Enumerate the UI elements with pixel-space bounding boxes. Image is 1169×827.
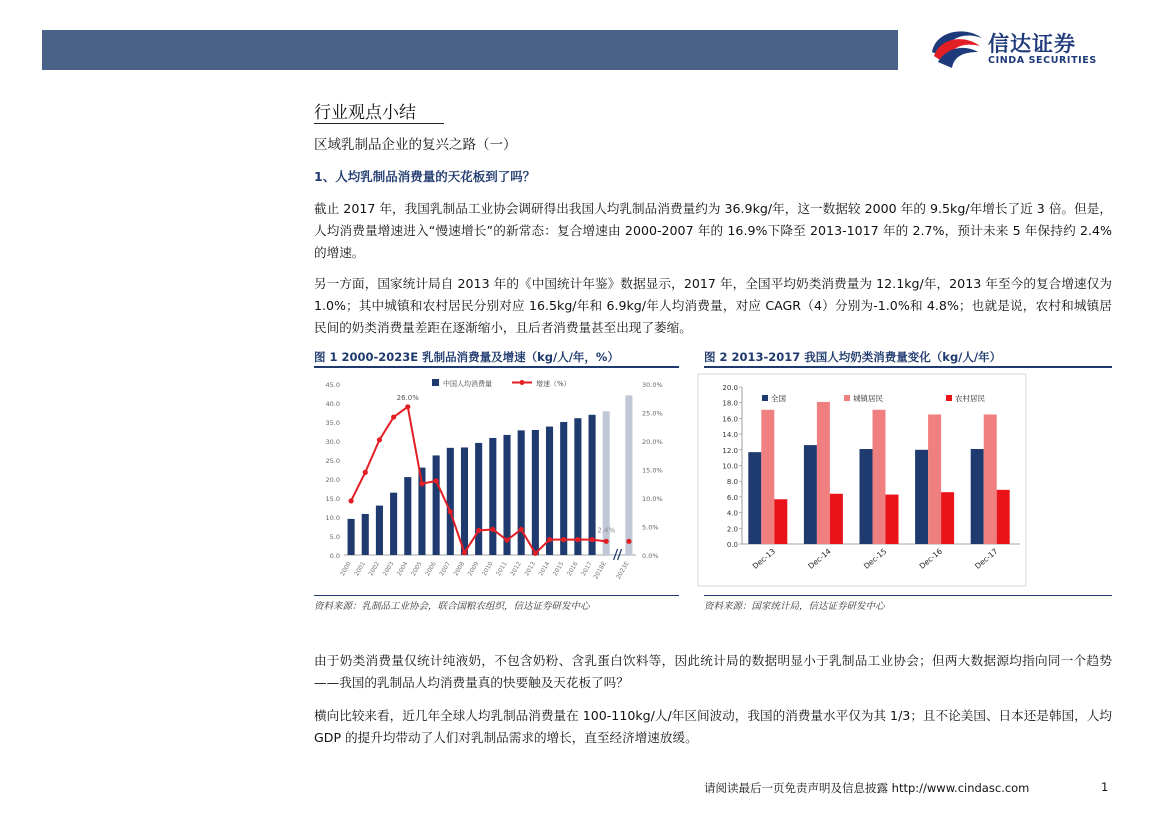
y-left-tick-label: 0.0 [329, 552, 340, 560]
bar-consumption [404, 477, 411, 555]
x-tick-label: 2017 [580, 560, 594, 578]
bar-consumption [348, 519, 355, 555]
x-tick-label: 2002 [367, 560, 382, 578]
y-left-tick-label: 30.0 [325, 438, 340, 446]
bar-consumption [362, 514, 369, 555]
x-tick-label: 2004 [395, 560, 410, 578]
logo-chinese-text: 信达证券 [988, 32, 1076, 56]
y-tick-label: 18.0 [722, 399, 738, 408]
figure-1-source: 资料来源：乳制品工业协会，联合国粮农组织，信达证券研发中心 [314, 601, 590, 612]
growth-point [533, 551, 538, 556]
bar-consumption [503, 435, 510, 555]
x-tick-label: 2006 [424, 560, 438, 578]
bar-consumption [475, 443, 482, 555]
bar-urban [928, 414, 941, 544]
growth-point [589, 537, 594, 542]
y-right-tick-label: 10.0% [642, 495, 663, 503]
x-tick-label: Dec-15 [861, 546, 889, 571]
section-title-underline [314, 123, 444, 124]
growth-point [519, 527, 524, 532]
bar-national [915, 450, 928, 544]
axis-break-mark [614, 549, 618, 560]
bar-national [804, 445, 817, 544]
figure-2-source: 资料来源：国家统计局，信达证券研发中心 [704, 601, 885, 612]
bar-consumption [433, 455, 440, 555]
bar-urban [873, 410, 886, 544]
peak-growth-annotation: 26.0% [396, 393, 419, 402]
growth-point [504, 538, 509, 543]
bar-rural [774, 499, 787, 544]
y-left-tick-label: 10.0 [325, 514, 340, 522]
growth-point [462, 550, 467, 555]
bar-rural [886, 495, 899, 544]
bar-urban [817, 402, 830, 544]
growth-point [419, 481, 424, 486]
x-tick-label: Dec-16 [917, 546, 944, 571]
y-left-tick-label: 35.0 [325, 419, 340, 427]
growth-point [363, 470, 368, 475]
x-tick-label: 2014 [537, 560, 552, 578]
x-tick-label: 2010 [480, 560, 495, 578]
bar-national [860, 449, 873, 544]
x-tick-label: 2013 [523, 560, 538, 578]
y-tick-label: 16.0 [722, 415, 738, 424]
legend-swatch-rural [946, 395, 952, 401]
header-bar [42, 30, 898, 70]
legend-marker-growth [520, 380, 525, 385]
bar-consumption [574, 418, 581, 555]
x-tick-label: 2000 [339, 560, 353, 578]
bar-rural [997, 490, 1010, 544]
legend-swatch-consumption [432, 379, 439, 386]
y-tick-label: 0.0 [726, 541, 738, 549]
growth-point [575, 537, 580, 542]
cinda-logo [926, 22, 1136, 78]
question-heading: 1、人均乳制品消费量的天花板到了吗？ [314, 169, 536, 184]
page-number: 1 [1101, 780, 1109, 794]
paragraph-1: 截止 2017 年，我国乳制品工业协会调研得出我国人均乳制品消费量约为 36.9kg/年，这一数据较 2000 年的 9.5kg/年增长了近 3 倍。但是，人均消费量增速进入“慢速增长”的新常态：复合增速由 2000-2007 年的 16.9%下降至 2013-1017 年的 2.7%，预计未来 5 年保持约 2.4%的增速。 [314, 201, 1112, 260]
forecast-growth-annotation: 2.4% [597, 526, 616, 535]
y-left-tick-label: 20.0 [325, 476, 340, 484]
y-left-tick-label: 25.0 [325, 457, 340, 465]
x-tick-label: 2018E [592, 560, 608, 581]
bar-consumption [560, 422, 567, 555]
y-left-tick-label: 5.0 [329, 533, 340, 541]
y-right-tick-label: 25.0% [642, 409, 663, 418]
y-tick-label: 6.0 [726, 493, 738, 502]
y-left-tick-label: 40.0 [325, 400, 340, 408]
y-right-tick-label: 5.0% [642, 523, 659, 532]
x-tick-label: 2023E [615, 560, 631, 581]
paragraph-2: 另一方面，国家统计局自 2013 年的《中国统计年鉴》数据显示，2017 年，全国平均奶类消费量为 12.1kg/年，2013 年至今的复合增速仅为 1.0%；其中城镇和农村居民分别对应 16.5kg/年和 6.9kg/年人均消费量，对应 CAGR（4）分别为-1.0%和 4.8%；也就是说，农村和城镇居民间的奶类消费量差距在逐渐缩小，且后者消费量甚至出现了萎缩。 [314, 276, 1112, 335]
bar-rural [941, 492, 954, 544]
cinda-logo-icon [926, 22, 986, 72]
axis-break-mark [618, 549, 622, 560]
figure-1-source-rule [314, 595, 679, 596]
x-tick-label: 2007 [438, 560, 453, 578]
y-tick-label: 2.0 [726, 525, 738, 534]
growth-point [604, 539, 609, 544]
x-tick-label: 2012 [509, 560, 523, 578]
legend-label-growth: 增速（%） [536, 380, 571, 388]
section-title: 行业观点小结 [314, 103, 416, 123]
growth-point [405, 404, 410, 409]
logo-english-text: CINDA SECURITIES [988, 55, 1097, 66]
growth-point [377, 437, 382, 442]
y-right-tick-label: 0.0% [642, 552, 659, 560]
x-tick-label: 2016 [565, 560, 580, 578]
bar-consumption [376, 506, 383, 555]
legend-swatch-urban [844, 395, 850, 401]
bar-consumption [489, 438, 496, 555]
bar-national [971, 449, 984, 544]
paragraph-3: 由于奶类消费量仅统计纯液奶，不包含奶粉、含乳蛋白饮料等，因此统计局的数据明显小于乳制品工业协会；但两大数据源均指向同一个趋势——我国的乳制品人均消费量真的快要触及天花板了吗？ [314, 653, 1112, 690]
bar-consumption [518, 430, 525, 555]
x-tick-label: Dec-17 [973, 546, 1000, 571]
figure-1-title-rule [314, 366, 679, 368]
growth-point [476, 528, 481, 533]
x-tick-label: 2008 [452, 560, 467, 578]
x-tick-label: 2015 [551, 560, 566, 578]
paragraph-4: 横向比较来看，近几年全球人均乳制品消费量在 100-110kg/人/年区间波动，我国的消费量水平仅为其 1/3；且不论美国、日本还是韩国，人均 GDP 的提升均带动了人们对乳制品需求的增长，直至经济增速放缓。 [314, 708, 1112, 745]
footer-disclaimer: 请阅读最后一页免责声明及信息披露 http://www.cindasc.com [704, 781, 1030, 795]
bar-national [748, 452, 761, 544]
x-tick-label: 2009 [466, 560, 481, 578]
growth-point [391, 414, 396, 419]
x-tick-label: Dec-14 [806, 546, 833, 571]
bar-consumption [625, 395, 632, 555]
legend-label-national: 全国 [771, 394, 786, 403]
figure-2-title: 图 2 2013-2017 我国人均奶类消费量变化（kg/人/年） [704, 350, 1002, 364]
y-tick-label: 4.0 [726, 509, 738, 518]
x-tick-label: Dec-13 [750, 546, 778, 571]
figure-2-source-rule [704, 595, 1112, 596]
growth-point [434, 478, 439, 483]
growth-point [348, 498, 353, 503]
figure-2-title-rule [704, 366, 1112, 368]
bar-consumption [447, 448, 454, 555]
bar-urban [984, 414, 997, 544]
y-tick-label: 10.0 [722, 462, 738, 471]
dairy-consumption-chart [314, 370, 679, 595]
x-tick-label: 2005 [409, 560, 424, 578]
milk-consumption-chart [694, 372, 1029, 592]
bar-rural [830, 494, 843, 544]
growth-point [561, 537, 566, 542]
bar-consumption [461, 447, 468, 555]
subtitle: 区域乳制品企业的复兴之路（一） [314, 137, 517, 153]
bar-consumption [390, 493, 397, 555]
growth-point [626, 539, 631, 544]
y-left-tick-label: 15.0 [325, 495, 340, 503]
legend-label-urban: 城镇居民 [853, 394, 883, 403]
y-left-tick-label: 45.0 [325, 381, 340, 389]
y-tick-label: 14.0 [722, 431, 738, 440]
x-tick-label: 2003 [381, 560, 396, 578]
y-right-tick-label: 15.0% [642, 466, 663, 475]
y-tick-label: 8.0 [726, 478, 738, 487]
x-tick-label: 2001 [353, 560, 367, 578]
bar-consumption [589, 415, 596, 555]
growth-point [448, 509, 453, 514]
growth-point [547, 537, 552, 542]
bar-consumption [532, 430, 539, 555]
legend-label-consumption: 中国人均消费量 [443, 380, 492, 388]
y-tick-label: 20.0 [722, 384, 738, 392]
y-right-tick-label: 30.0% [642, 381, 663, 389]
bar-urban [761, 410, 774, 544]
growth-point [490, 527, 495, 532]
bar-consumption [546, 427, 553, 555]
x-tick-label: 2011 [495, 560, 509, 578]
legend-label-rural: 农村居民 [955, 394, 985, 403]
y-right-tick-label: 20.0% [642, 438, 663, 446]
figure-1-title: 图 1 2000-2023E 乳制品消费量及增速（kg/人/年，%） [314, 350, 619, 364]
legend-swatch-national [762, 395, 768, 401]
y-tick-label: 12.0 [722, 446, 738, 455]
